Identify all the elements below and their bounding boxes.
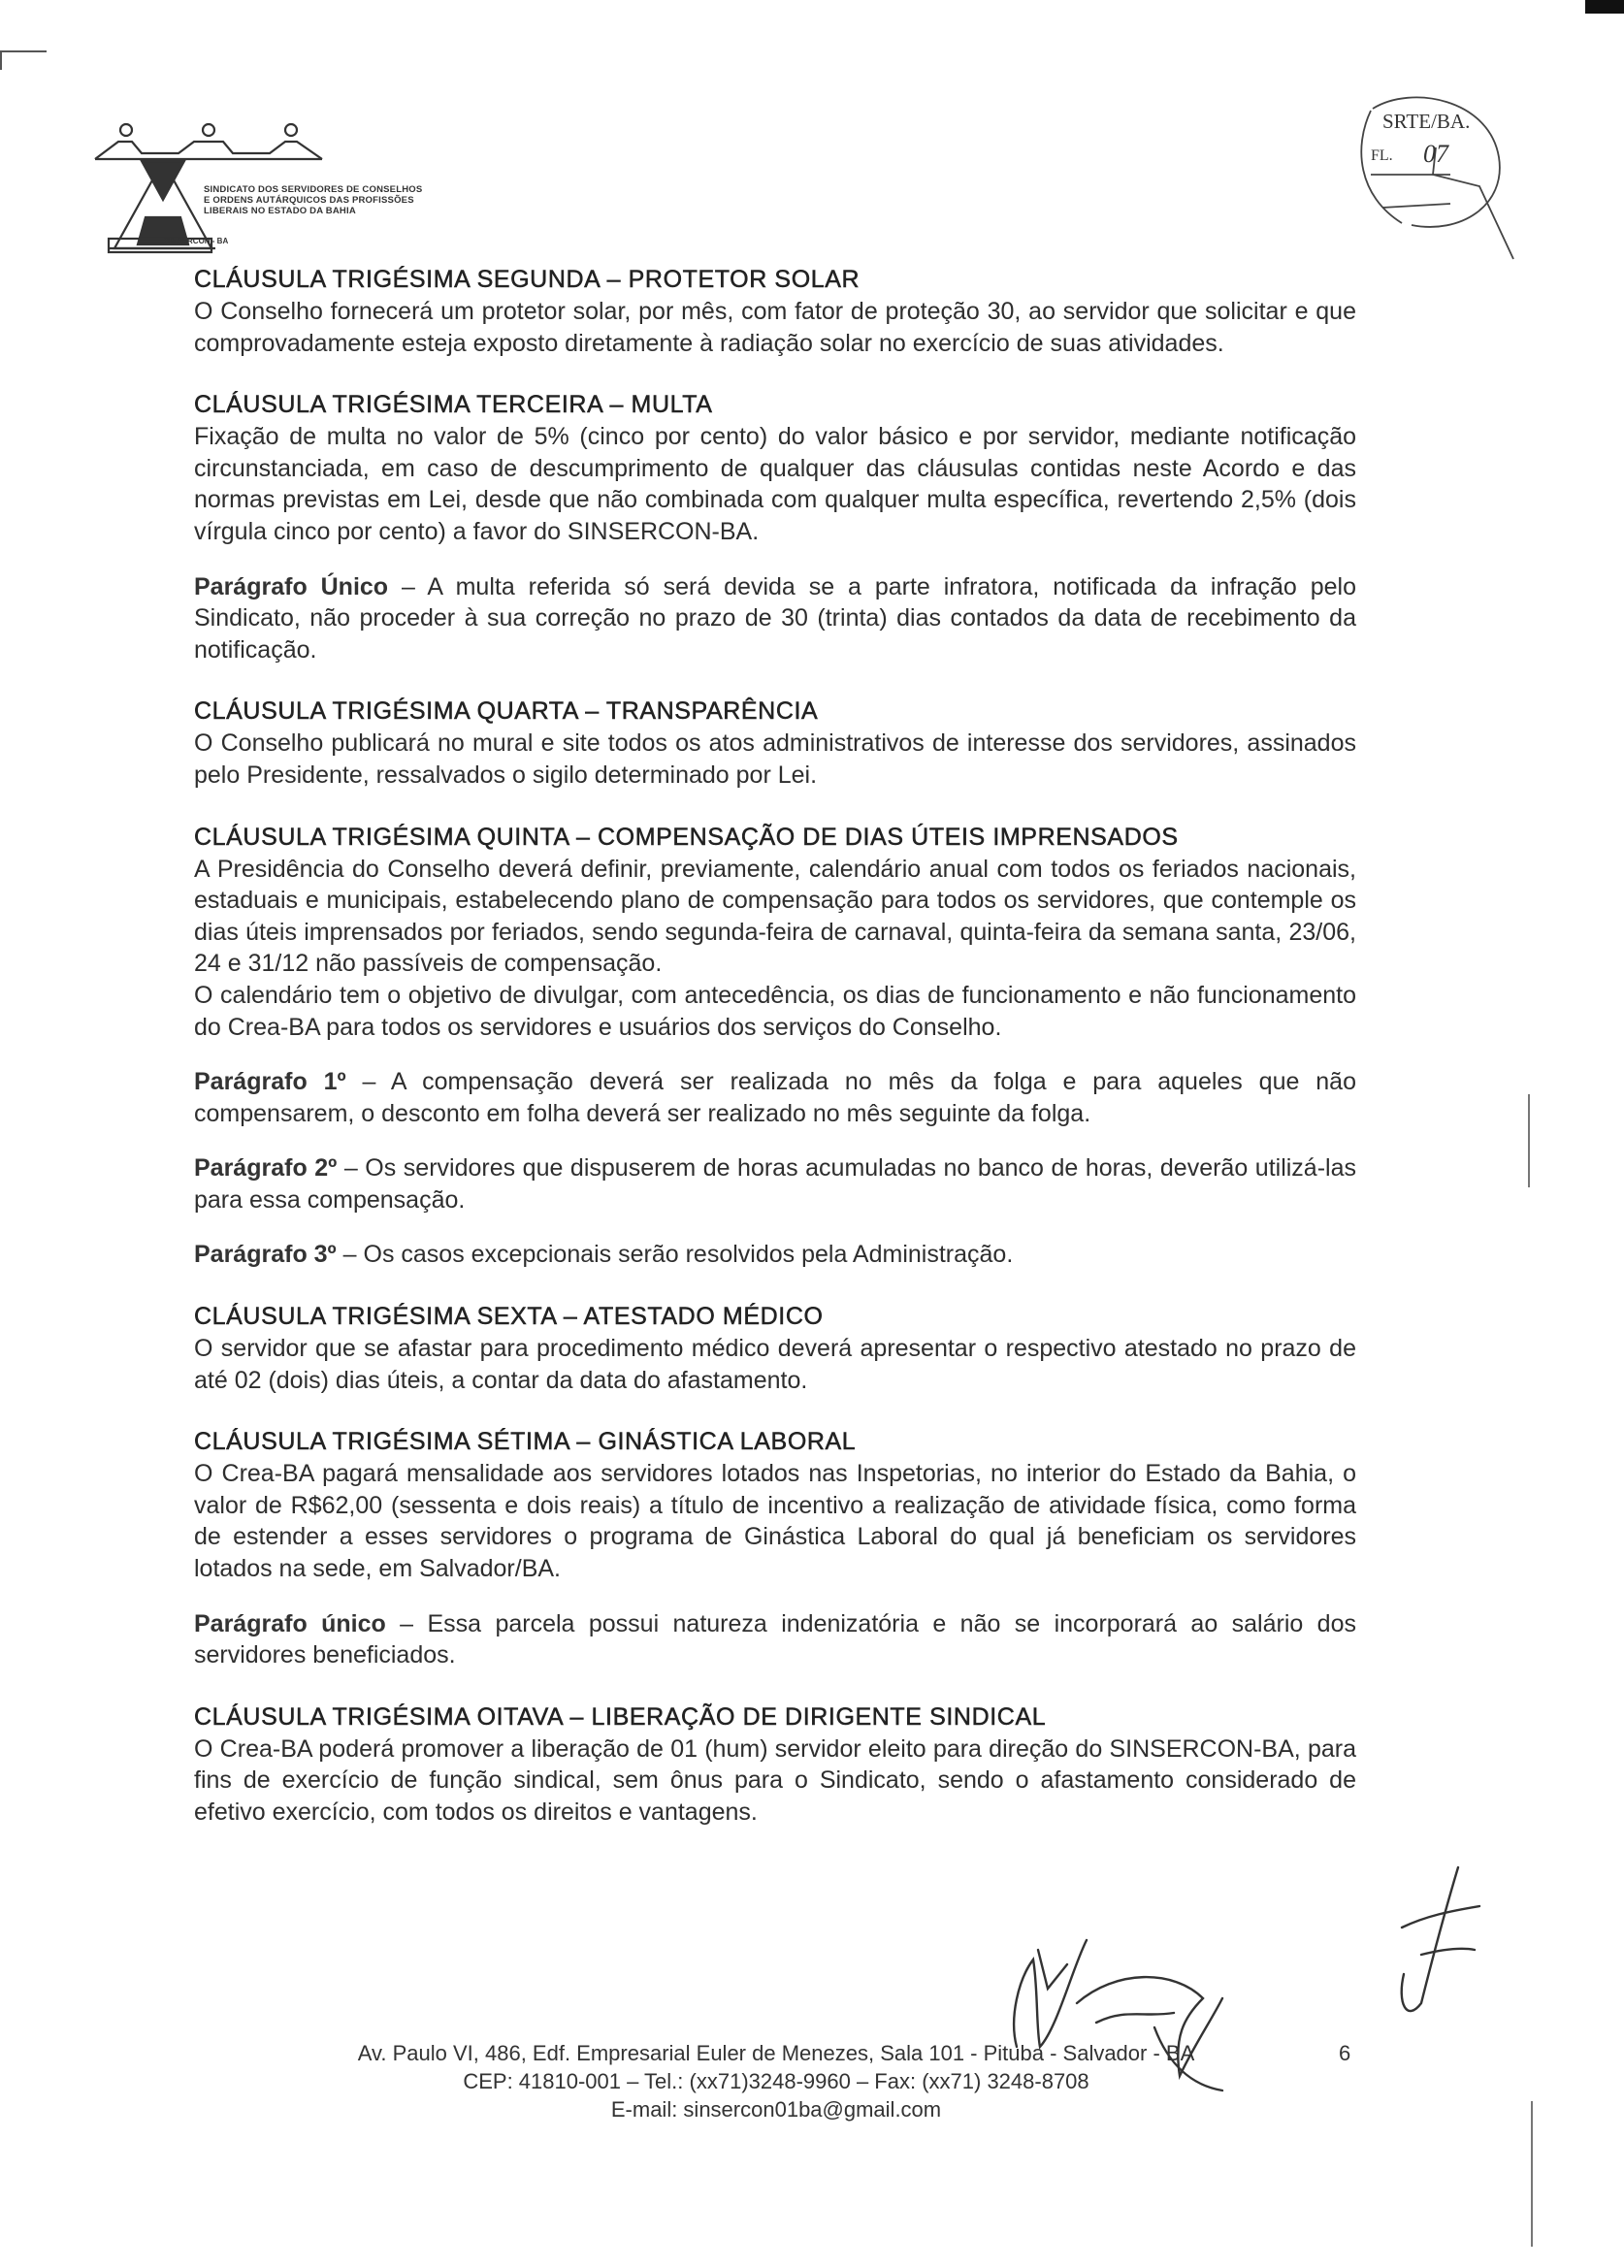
clause-title: CLÁUSULA TRIGÉSIMA QUINTA – COMPENSAÇÃO DE DIAS ÚTEIS IMPRENSADOS (194, 823, 1179, 851)
clause-title: CLÁUSULA TRIGÉSIMA OITAVA – LIBERAÇÃO DE DIRIGENTE SINDICAL (194, 1702, 1047, 1731)
paragraph-text: Fixação de multa no valor de 5% (cinco por cento) do valor básico e por servidor, mediante notificação circunstanciada, em caso de descumprimento de qualquer das cláusulas contidas neste Acordo e das normas previstas em Lei, desde que não combinada com qualquer multa específica, revertendo 2,5% (dois vírgula cinco por cento) a favor do SINSERCON-BA. (194, 423, 1356, 545)
clause-paragraph (194, 1152, 1356, 1215)
footer-address: Av. Paulo VI, 486, Edf. Empresarial Euler de Menezes, Sala 101 - Pituba - Salvador - BA (357, 2041, 1195, 2065)
page-number: 6 (1339, 2041, 1351, 2065)
paragraph-text: A Presidência do Conselho deverá definir, previamente, calendário anual com todos os feriados nacionais, estaduais e municipais, estabelecendo plano de compensação para todos os servidores, que contemple os dias úteis imprensados por feriados, sendo segunda-feira de carnaval, quinta-feira da semana santa, 23/06, 24 e 31/12 não passíveis de compensação. (194, 855, 1356, 978)
paragraph-lead: Parágrafo 3º (194, 1241, 337, 1269)
stamp-folio-label: FL. (1371, 147, 1393, 164)
clause-paragraph (194, 296, 1356, 359)
union-name-line-3: LIBERAIS NO ESTADO DA BAHIA (204, 206, 356, 216)
page-footer (262, 2039, 1290, 2123)
clause-paragraph (194, 980, 1356, 1043)
clauses-body (194, 264, 1356, 1829)
union-name-line-2: E ORDENS AUTÁRQUICOS DAS PROFISSÕES (204, 195, 414, 206)
union-logo-icon (85, 103, 406, 258)
stamp-folio-value: 07 (1423, 140, 1448, 168)
union-acronym: SINSERCON - BA (164, 237, 229, 245)
paragraph-text: O calendário tem o objetivo de divulgar, com antecedência, os dias de funcionamento e não funcionamento do Crea-BA para todos os servidores e usuários dos serviços do Conselho. (194, 981, 1356, 1041)
paragraph-text: O servidor que se afastar para procedimento médico deverá apresentar o respectivo atestado no prazo de até 02 (dois) dias úteis, a contar da data do afastamento. (194, 1335, 1356, 1394)
paragraph-text: – Essa parcela possui natureza indenizatória e não se incorporará ao salário dos servidores beneficiados. (194, 1609, 1356, 1669)
clause-paragraph (194, 1066, 1356, 1129)
paragraph-text: O Conselho publicará no mural e site todos os atos administrativos de interesse dos servidores, assinados pelo Presidente, ressalvados o sigilo determinado por Lei. (194, 729, 1356, 789)
clause-title: CLÁUSULA TRIGÉSIMA SEXTA – ATESTADO MÉDICO (194, 1303, 824, 1331)
clause-paragraph (194, 854, 1356, 980)
clause-paragraph (194, 1333, 1356, 1396)
margin-rule-lower (1531, 2101, 1533, 2247)
clause-paragraph (194, 1608, 1356, 1671)
clause-paragraph (194, 1239, 1356, 1271)
scan-frame-tick-vertical (0, 50, 2, 70)
paragraph-lead: Parágrafo 2º (194, 1154, 338, 1183)
paragraph-text: – Os casos excepcionais serão resolvidos pela Administração. (336, 1241, 1014, 1269)
paragraph-lead: Parágrafo Único (194, 572, 389, 600)
scan-frame-tick (0, 50, 47, 52)
paragraph-text: O Crea-BA pagará mensalidade aos servidores lotados nas Inspetorias, no interior do Estado da Bahia, o valor de R$62,00 (sessenta e dois reais) a título de incentivo a realização de atividade física, como forma de estender a esses servidores o programa de Ginástica Laboral do qual já beneficiam os servidores lotados na sede, em Salvador/BA. (194, 1460, 1356, 1583)
initial-mark-icon (1382, 1858, 1489, 2023)
clause-paragraph (194, 728, 1356, 791)
margin-rule (1528, 1094, 1530, 1187)
paragraph-text: O Conselho fornecerá um protetor solar, por mês, com fator de proteção 30, ao servidor que solicitar e que comprovadamente esteja exposto diretamente à radiação solar no exercício de suas atividades. (194, 298, 1356, 357)
stamp-line-1: SRTE/BA. (1382, 110, 1471, 133)
union-name-line-1: SINDICATO DOS SERVIDORES DE CONSELHOS (204, 184, 423, 195)
paragraph-lead: Parágrafo único (194, 1609, 386, 1637)
paragraph-text: O Crea-BA poderá promover a liberação de 01 (hum) servidor eleito para direção do SINSERCON-BA, para fins de exercício de função sindical, sem ônus para o Sindicato, sendo o afastamento considerado de efetivo exercício, com todos os direitos e vantagens. (194, 1734, 1356, 1826)
paragraph-text: – Os servidores que dispuserem de horas acumuladas no banco de horas, deverão utilizá-las para essa compensação. (194, 1154, 1356, 1214)
clause-paragraph (194, 1458, 1356, 1584)
paragraph-text: – A multa referida só será devida se a parte infratora, notificada da infração pelo Sindicato, não proceder à sua correção no prazo de 30 (trinta) dias contados da data de recebimento da notificação. (194, 572, 1356, 664)
union-name (204, 184, 456, 216)
footer-phones: CEP: 41810-001 – Tel.: (xx71)3248-9960 – Fax: (xx71) 3248-8708 (463, 2069, 1089, 2093)
footer-email: E-mail: sinsercon01ba@gmail.com (610, 2097, 942, 2122)
clause-title: CLÁUSULA TRIGÉSIMA SÉTIMA – GINÁSTICA LABORAL (194, 1428, 857, 1456)
clause-paragraph (194, 421, 1356, 547)
clause-title: CLÁUSULA TRIGÉSIMA QUARTA – TRANSPARÊNCIA (194, 697, 819, 726)
clause-title: CLÁUSULA TRIGÉSIMA TERCEIRA – MULTA (194, 391, 713, 419)
paragraph-text: – A compensação deverá ser realizada no mês da folga e para aqueles que não compensarem, o desconto em folha deverá ser realizado no mês seguinte da folga. (194, 1068, 1356, 1127)
clause-paragraph (194, 571, 1356, 666)
paragraph-lead: Parágrafo 1º (194, 1068, 346, 1096)
scan-corner-mark (1585, 0, 1624, 14)
clause-title: CLÁUSULA TRIGÉSIMA SEGUNDA – PROTETOR SOLAR (194, 266, 861, 293)
clause-paragraph (194, 1733, 1356, 1829)
